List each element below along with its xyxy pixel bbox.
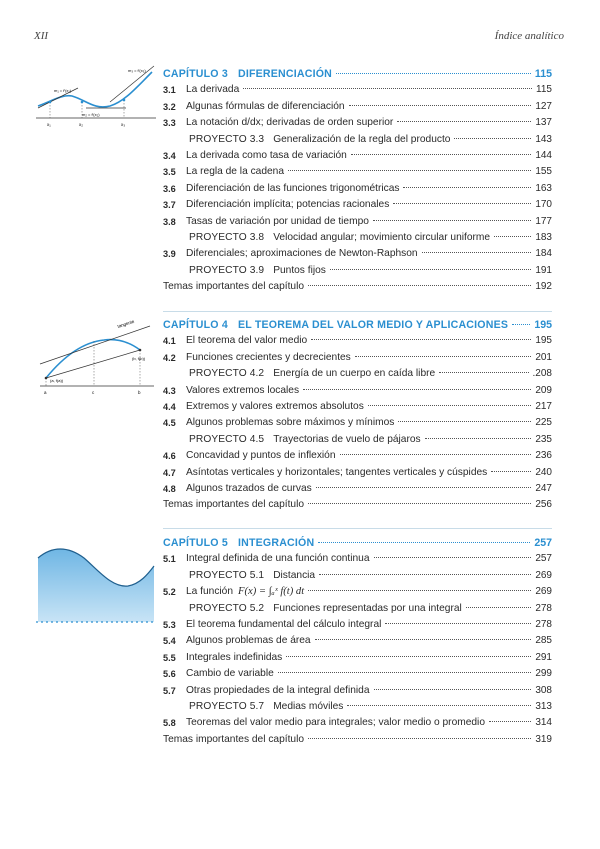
page-ref: 155 [535,166,552,178]
project-label: PROYECTO 3.9 [189,264,265,276]
project-label: PROYECTO 4.5 [189,433,265,445]
section-number: 3.7 [163,200,176,211]
project-title: Generalización de la regla del producto [273,133,451,145]
running-title: Índice analítico [494,30,564,42]
section-title: Extremos y valores extremos absolutos [186,400,364,412]
section-number: 3.5 [163,167,176,178]
toc-chapter-4 [163,317,552,514]
section-number: 5.1 [163,554,176,565]
dot-leader [368,405,532,406]
page-ref: 278 [535,602,552,614]
page-ref: 235 [535,433,552,445]
section-number: 3.4 [163,150,176,161]
page-ref: 278 [535,618,552,630]
section-title: Algunos trazados de curvas [186,482,312,494]
chapter-heading[interactable] [163,66,552,82]
toc-section-row[interactable] [163,715,552,731]
section-title: El teorema fundamental del cálculo integral [186,618,382,630]
toc-project-row[interactable] [163,230,552,246]
toc-summary-row[interactable] [163,279,552,295]
dot-leader [318,542,530,543]
project-title: Funciones representadas por una integral [273,602,462,614]
toc-section-row[interactable] [163,399,552,415]
dot-leader [489,721,531,722]
dot-leader [385,623,531,624]
dot-leader [374,557,532,558]
section-title: Funciones crecientes y decrecientes [186,351,351,363]
toc-chapter-3 [163,66,552,295]
dot-leader [243,88,532,89]
page-ref: 225 [535,417,552,429]
section-number: 5.4 [163,636,176,647]
page-ref: 170 [535,199,552,211]
dot-leader [494,236,531,237]
dot-leader [397,121,531,122]
dot-leader [288,170,531,171]
section-number: 4.2 [163,352,176,363]
page-ref: 209 [535,384,552,396]
toc-section-row[interactable] [163,181,552,197]
chapter-divider [163,311,552,312]
project-label: PROYECTO 3.3 [189,133,265,145]
fig2-label-a-point: (a, f(a)) [50,378,64,383]
section-title: Algunos problemas sobre máximos y mínimos [186,417,395,429]
chapter-page: 115 [534,68,552,80]
page-number: XII [34,30,49,42]
dot-leader [319,574,531,575]
dot-leader [308,738,531,739]
page-ref: 127 [535,100,552,112]
chapter-title: EL TEOREMA DEL VALOR MEDIO Y APLICACIONES [237,319,509,331]
dot-leader [303,389,531,390]
dot-leader [311,339,531,340]
dot-leader [425,438,532,439]
fig1-label-m2: m₂ = f′(x₂) [82,112,100,117]
project-title: Trayectorias de vuelo de pájaros [273,433,421,445]
page-ref: 299 [535,668,552,680]
section-number: 4.4 [163,401,176,412]
section-title: Temas importantes del capítulo [163,733,304,745]
dot-leader [278,672,532,673]
section-title: Temas importantes del capítulo [163,499,304,511]
page-ref: 313 [535,700,552,712]
dot-leader [308,590,531,591]
section-title: Temas importantes del capítulo [163,281,304,293]
section-number: 3.8 [163,216,176,227]
chapter-label: CAPÍTULO 4 [163,319,228,331]
toc-section-row[interactable] [163,683,552,699]
section-number: 4.3 [163,385,176,396]
toc-chapter-5 [163,535,552,748]
section-title: La regla de la cadena [186,166,284,178]
dot-leader [373,220,531,221]
page-ref: 163 [535,182,552,194]
project-label: PROYECTO 4.2 [189,368,265,380]
figure-derivative-slopes [32,62,160,134]
project-title: Puntos fijos [273,264,326,276]
fig1-label-m1: m₁ = f′(x₁) [54,88,72,93]
fig2-label-tangent: tangente [116,318,135,329]
section-number: 3.9 [163,249,176,260]
page-ref: 291 [535,651,552,663]
chapter-page: 195 [534,319,552,331]
toc-summary-row[interactable] [163,497,552,513]
section-title: La función [186,586,234,598]
dot-leader [403,187,531,188]
dot-leader [315,639,532,640]
section-title: Diferenciación de las funciones trigonométricas [186,182,400,194]
toc-section-row[interactable] [163,333,552,349]
chapter-title: DIFERENCIACIÓN [237,68,333,80]
fig1-label-m3: m₃ = f′(x₃) [128,68,146,73]
project-title: Energía de un cuerpo en caída libre [273,368,436,380]
chapter-page: 257 [534,537,552,549]
chapter-label: CAPÍTULO 5 [163,537,228,549]
toc-section-row[interactable] [163,99,552,115]
dot-leader [393,203,531,204]
chapter-divider [163,528,552,529]
fig2-label-a: a [44,390,47,395]
section-number: 4.7 [163,467,176,478]
page-ref: 143 [535,133,552,145]
toc-project-row[interactable] [163,263,552,279]
section-number: 3.1 [163,85,176,96]
dot-leader [340,454,532,455]
page-ref: 191 [535,264,552,276]
section-number: 3.2 [163,101,176,112]
section-title: Asíntotas verticales y horizontales; tangentes verticales y cúspides [186,466,488,478]
toc-section-row[interactable] [163,465,552,481]
toc-section-row[interactable] [163,197,552,213]
page-ref: 217 [535,400,552,412]
page-ref: 177 [535,215,552,227]
project-title: Distancia [273,569,316,581]
page-ref: 285 [535,635,552,647]
page-ref: 240 [535,466,552,478]
chapter-label: CAPÍTULO 3 [163,68,228,80]
page-ref: 236 [535,450,552,462]
dot-leader [374,689,532,690]
section-formula: F(x) = ∫ₐˣ f(t) dt [238,586,305,598]
toc-section-row[interactable] [163,448,552,464]
fig2-label-b: b [138,390,141,395]
dot-leader [398,421,531,422]
toc-section-row[interactable] [163,148,552,164]
project-label: PROYECTO 3.8 [189,231,265,243]
section-title: Otras propiedades de la integral definida [186,684,370,696]
section-title: El teorema del valor medio [186,335,308,347]
project-label: PROYECTO 5.7 [189,700,265,712]
section-number: 3.6 [163,183,176,194]
dot-leader [422,252,532,253]
dot-leader [439,372,528,373]
dot-leader [347,705,531,706]
dot-leader [316,487,532,488]
dot-leader [349,105,532,106]
toc-section-row[interactable] [163,115,552,131]
toc-project-row[interactable] [163,568,552,584]
section-title: La derivada como tasa de variación [186,149,347,161]
figure-mean-value-theorem [32,316,160,400]
toc-project-row[interactable] [163,366,552,382]
toc-section-row[interactable] [163,633,552,649]
section-number: 4.1 [163,336,176,347]
toc-section-row[interactable] [163,350,552,366]
page-ref: 247 [535,482,552,494]
section-title: Algunos problemas de área [186,635,311,647]
dot-leader [466,607,532,608]
page-ref: 308 [535,684,552,696]
toc-section-row[interactable] [163,383,552,399]
dot-leader [286,656,531,657]
chapter-heading[interactable] [163,317,552,333]
toc-section-row[interactable] [163,415,552,431]
dot-leader [512,324,530,325]
section-title: La notación d/dx; derivadas de orden superior [186,117,394,129]
section-number: 5.3 [163,619,176,630]
toc-project-row[interactable] [163,601,552,617]
section-number: 5.7 [163,685,176,696]
toc-project-row[interactable] [163,432,552,448]
section-number: 3.3 [163,118,176,129]
section-title: La derivada [186,84,240,96]
toc-section-row[interactable] [163,650,552,666]
section-title: Diferenciales; aproximaciones de Newton-Raphson [186,248,418,260]
page-ref: 256 [535,499,552,511]
toc-project-row[interactable] [163,699,552,715]
chapter-title: INTEGRACIÓN [237,537,315,549]
fig1-label-x1: x₁ [47,122,51,127]
page-ref: 184 [535,248,552,260]
dot-leader [308,285,531,286]
toc-section-row[interactable] [163,584,552,600]
fig1-label-x2: x₂ [79,122,83,127]
page-ref: 183 [535,231,552,243]
project-title: Medias móviles [273,700,344,712]
dot-leader [355,356,532,357]
figure-area-under-curve [32,540,160,632]
section-title: Tasas de variación por unidad de tiempo [186,215,369,227]
section-title: Integral definida de una función continua [186,553,370,565]
dot-leader [308,503,531,504]
fig2-label-c: c [92,390,95,395]
section-title: Cambio de variable [186,668,274,680]
page-ref: 144 [535,149,552,161]
section-title: Teoremas del valor medio para integrales; valor medio o promedio [186,717,485,729]
toc-section-row[interactable] [163,164,552,180]
page-ref: 137 [535,117,552,129]
page-ref: 257 [535,553,552,565]
dot-leader [454,138,531,139]
section-number: 5.2 [163,587,176,598]
section-number: 5.8 [163,718,176,729]
section-number: 4.5 [163,418,176,429]
page-ref: 195 [535,335,552,347]
section-number: 4.8 [163,483,176,494]
section-title: Valores extremos locales [186,384,300,396]
project-label: PROYECTO 5.2 [189,602,265,614]
page-ref: .208 [532,368,552,380]
toc-section-row[interactable] [163,666,552,682]
dot-leader [330,269,531,270]
section-number: 5.6 [163,669,176,680]
toc-section-row[interactable] [163,214,552,230]
toc-section-row[interactable] [163,617,552,633]
section-title: Integrales indefinidas [186,651,283,663]
dot-leader [491,471,531,472]
toc-section-row[interactable] [163,551,552,567]
dot-leader [351,154,531,155]
section-title: Algunas fórmulas de diferenciación [186,100,345,112]
project-label: PROYECTO 5.1 [189,569,265,581]
project-title: Velocidad angular; movimiento circular uniforme [273,231,491,243]
section-number: 5.5 [163,652,176,663]
chapter-heading[interactable] [163,535,552,551]
page-ref: 314 [535,717,552,729]
section-title: Concavidad y puntos de inflexión [186,450,336,462]
toc-summary-row[interactable] [163,732,552,748]
page-ref: 201 [535,351,552,363]
page-ref: 269 [535,569,552,581]
fig2-label-b-point: (b, f(b)) [132,356,146,361]
page-ref: 269 [535,586,552,598]
page-ref: 192 [535,281,552,293]
dot-leader [336,73,531,74]
page-ref: 319 [535,733,552,745]
toc-section-row[interactable] [163,246,552,262]
section-title: Diferenciación implícita; potencias racionales [186,199,390,211]
fig1-label-x3: x₃ [121,122,126,127]
section-number: 4.6 [163,451,176,462]
toc-section-row[interactable] [163,481,552,497]
toc-project-row[interactable] [163,132,552,148]
page-ref: 115 [536,84,552,96]
toc-section-row[interactable] [163,82,552,98]
